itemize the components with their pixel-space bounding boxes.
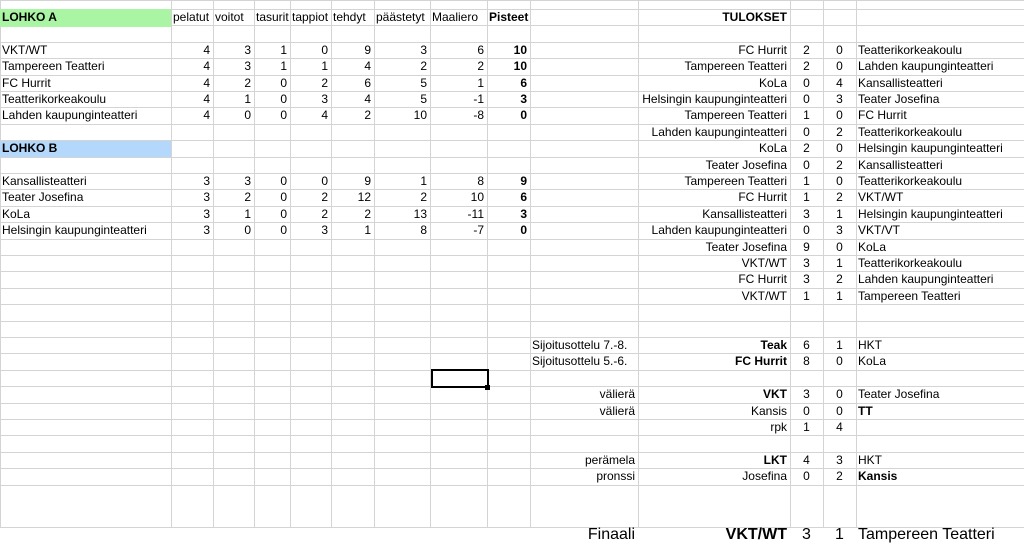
row-gridline [0, 0, 1024, 1]
stat-value: 4 [203, 108, 210, 122]
playoff-away: TT [858, 404, 873, 418]
result-away-goals: 1 [836, 256, 843, 270]
stat-value: -7 [473, 223, 484, 237]
result-home-goals: 0 [803, 158, 810, 172]
playoff-away-goals: 1 [836, 338, 843, 352]
stat-value: 1 [280, 59, 287, 73]
stat-value: 1 [244, 92, 251, 106]
column-header: pelatut [173, 10, 210, 24]
playoff-away: HKT [858, 338, 882, 352]
row-gridline [0, 321, 1024, 322]
playoff-away-goals: 3 [836, 453, 843, 467]
stat-value: 0 [280, 174, 287, 188]
stat-value: 4 [321, 108, 328, 122]
result-away-goals: 4 [836, 76, 843, 90]
stat-value: -8 [473, 108, 484, 122]
playoff-home: Josefina [742, 469, 787, 483]
lohko-a-label: LOHKO A [2, 10, 57, 24]
stat-value: 0 [520, 108, 527, 122]
playoff-home: FC Hurrit [735, 354, 787, 368]
result-home-team: Tampereen Teatteri [684, 108, 787, 122]
stat-value: 1 [477, 76, 484, 90]
stat-value: 4 [203, 76, 210, 90]
playoff-away-goals: 0 [836, 387, 843, 401]
stat-value: 10 [513, 59, 527, 73]
stat-value: 3 [244, 43, 251, 57]
stat-value: 2 [321, 76, 328, 90]
playoff-label: välierä [599, 404, 635, 418]
playoff-label: perämela [584, 453, 635, 467]
stat-value: 12 [357, 190, 371, 204]
stat-value: 3 [203, 174, 210, 188]
result-away-team: Kansallisteatteri [858, 158, 943, 172]
stat-value: 6 [520, 76, 527, 90]
stat-value: 8 [477, 174, 484, 188]
stat-value: 3 [420, 43, 427, 57]
stat-value: 8 [420, 223, 427, 237]
stat-value: 0 [280, 207, 287, 221]
result-away-goals: 2 [836, 158, 843, 172]
result-home-goals: 0 [803, 223, 810, 237]
playoff-home-goals: 3 [803, 387, 810, 401]
result-home-team: Tampereen Teatteri [684, 174, 787, 188]
result-away-team: Lahden kaupunginteatteri [858, 272, 994, 286]
stat-value: 3 [321, 223, 328, 237]
result-home-team: VKT/WT [741, 256, 787, 270]
stat-value: 9 [520, 174, 527, 188]
playoff-away-goals: 4 [836, 420, 843, 434]
stat-value: 0 [244, 108, 251, 122]
playoff-label: pronssi [596, 469, 635, 483]
column-header: tasurit [256, 10, 289, 24]
stat-value: 3 [203, 190, 210, 204]
stat-value: 1 [280, 43, 287, 57]
column-header: päästetyt [376, 10, 425, 24]
result-away-goals: 0 [836, 141, 843, 155]
result-home-goals: 9 [803, 240, 810, 254]
result-home-team: VKT/WT [741, 289, 787, 303]
stat-value: 2 [244, 190, 251, 204]
result-home-goals: 1 [803, 174, 810, 188]
stat-value: 2 [244, 76, 251, 90]
playoff-label: välierä [599, 387, 635, 401]
result-home-team: FC Hurrit [738, 272, 787, 286]
result-away-goals: 0 [836, 43, 843, 57]
playoff-away: Teater Josefina [858, 387, 940, 401]
playoff-away-goals: 2 [836, 469, 843, 483]
result-home-team: Lahden kaupunginteatteri [651, 223, 787, 237]
stat-value: 0 [280, 108, 287, 122]
result-home-team: Teater Josefina [705, 240, 787, 254]
result-away-goals: 3 [836, 92, 843, 106]
stat-value: 4 [203, 59, 210, 73]
team-name: Teatterikorkeakoulu [2, 92, 107, 106]
lohko-b-label: LOHKO B [2, 141, 58, 155]
stat-value: 0 [321, 43, 328, 57]
stat-value: 3 [520, 207, 527, 221]
playoff-label: Sijoitusottelu 7.-8. [532, 338, 628, 352]
stat-value: 0 [280, 190, 287, 204]
result-away-team: Lahden kaupunginteatteri [858, 59, 994, 73]
playoff-home-goals: 0 [803, 404, 810, 418]
result-home-goals: 1 [803, 108, 810, 122]
stat-value: 0 [321, 174, 328, 188]
row-gridline [0, 370, 1024, 371]
playoff-away-goals: 0 [836, 354, 843, 368]
stat-value: 2 [321, 190, 328, 204]
result-away-goals: 1 [836, 207, 843, 221]
team-name: Helsingin kaupunginteatteri [2, 223, 147, 237]
result-home-team: FC Hurrit [738, 43, 787, 57]
result-home-goals: 1 [803, 289, 810, 303]
stat-value: 2 [420, 59, 427, 73]
stat-value: 3 [244, 174, 251, 188]
result-away-team: FC Hurrit [858, 108, 907, 122]
playoff-away: Kansis [858, 469, 898, 483]
stat-value: 2 [321, 207, 328, 221]
result-away-goals: 2 [836, 272, 843, 286]
stat-value: 4 [364, 59, 371, 73]
stat-value: 10 [413, 108, 427, 122]
stat-value: 3 [520, 92, 527, 106]
playoff-home-goals: 4 [803, 453, 810, 467]
result-home-team: Kansallisteatteri [702, 207, 787, 221]
stat-value: 6 [520, 190, 527, 204]
row-gridline [0, 435, 1024, 436]
fill-handle[interactable] [485, 385, 490, 390]
team-name: FC Hurrit [2, 76, 51, 90]
playoff-home: VKT [763, 387, 787, 401]
playoff-home-goals: 6 [803, 338, 810, 352]
stat-value: 6 [477, 43, 484, 57]
playoff-home: Teak [760, 338, 787, 352]
stat-value: 5 [420, 92, 427, 106]
result-home-goals: 2 [803, 43, 810, 57]
result-home-goals: 3 [803, 207, 810, 221]
stat-value: -11 [467, 207, 484, 221]
team-name: Tampereen Teatteri [2, 59, 105, 73]
result-home-goals: 2 [803, 59, 810, 73]
row-gridline [0, 485, 1024, 486]
result-away-team: Teatterikorkeakoulu [858, 174, 963, 188]
result-home-team: KoLa [758, 76, 787, 90]
result-away-goals: 1 [836, 289, 843, 303]
result-home-goals: 0 [803, 92, 810, 106]
playoff-home-goals: 8 [803, 354, 810, 368]
stat-value: 9 [364, 174, 371, 188]
playoff-home: LKT [763, 453, 787, 467]
stat-value: 1 [321, 59, 328, 73]
result-home-goals: 0 [803, 125, 810, 139]
stat-value: 3 [321, 92, 328, 106]
team-name: Teater Josefina [2, 190, 84, 204]
stat-value: 2 [364, 108, 371, 122]
column-header: Pisteet [489, 10, 529, 24]
stat-value: 10 [513, 43, 527, 57]
result-home-goals: 3 [803, 256, 810, 270]
result-away-team: Teater Josefina [858, 92, 940, 106]
result-away-team: Helsingin kaupunginteatteri [858, 207, 1003, 221]
results-title: TULOKSET [722, 10, 787, 24]
result-away-goals: 2 [836, 125, 843, 139]
selected-cell[interactable] [431, 369, 489, 388]
result-away-goals: 2 [836, 190, 843, 204]
column-header: tehdyt [333, 10, 366, 24]
playoff-away-goals: 0 [836, 404, 843, 418]
playoff-home: Kansis [750, 404, 787, 418]
result-away-team: VKT/WT [858, 190, 904, 204]
playoff-label: Sijoitusottelu 5.-6. [532, 354, 628, 368]
playoff-home-goals: 0 [803, 469, 810, 483]
result-away-goals: 0 [836, 59, 843, 73]
stat-value: 2 [477, 59, 484, 73]
stat-value: 6 [364, 76, 371, 90]
playoff-away: KoLa [858, 354, 887, 368]
result-home-goals: 3 [803, 272, 810, 286]
result-away-goals: 0 [836, 108, 843, 122]
stat-value: 13 [413, 207, 427, 221]
stat-value: 0 [520, 223, 527, 237]
stat-value: 5 [420, 76, 427, 90]
stat-value: 0 [280, 223, 287, 237]
result-away-team: Teatterikorkeakoulu [858, 43, 963, 57]
stat-value: 4 [364, 92, 371, 106]
stat-value: 4 [203, 92, 210, 106]
playoff-label: Finaali [587, 526, 635, 543]
stat-value: 0 [280, 92, 287, 106]
result-home-team: FC Hurrit [738, 190, 787, 204]
column-header: voitot [215, 10, 244, 24]
stat-value: 10 [470, 190, 484, 204]
result-home-team: Teater Josefina [705, 158, 787, 172]
stat-value: 1 [244, 207, 251, 221]
result-away-goals: 3 [836, 223, 843, 237]
stat-value: 9 [364, 43, 371, 57]
result-home-team: Tampereen Teatteri [684, 59, 787, 73]
row-gridline [0, 419, 1024, 420]
result-away-goals: 0 [836, 174, 843, 188]
stat-value: 3 [203, 207, 210, 221]
result-away-team: Teatterikorkeakoulu [858, 125, 963, 139]
team-name: Kansallisteatteri [2, 174, 87, 188]
stat-value: 2 [420, 190, 427, 204]
playoff-away-goals: 1 [835, 526, 844, 543]
row-gridline [0, 304, 1024, 305]
team-name: KoLa [2, 207, 31, 221]
stat-value: 3 [244, 59, 251, 73]
column-header: Maaliero [432, 10, 479, 24]
playoff-away: HKT [858, 453, 882, 467]
result-away-team: Helsingin kaupunginteatteri [858, 141, 1003, 155]
stat-value: 2 [364, 207, 371, 221]
result-home-goals: 0 [803, 76, 810, 90]
result-home-team: Helsingin kaupunginteatteri [642, 92, 787, 106]
result-away-team: VKT/VT [858, 223, 901, 237]
column-header: tappiot [292, 10, 329, 24]
team-name: Lahden kaupunginteatteri [2, 108, 138, 122]
team-name: VKT/WT [2, 43, 48, 57]
stat-value: 0 [280, 76, 287, 90]
playoff-home: VKT/WT [725, 526, 787, 543]
result-away-team: Kansallisteatteri [858, 76, 943, 90]
stat-value: 1 [420, 174, 427, 188]
result-away-team: KoLa [858, 240, 887, 254]
playoff-home-goals: 1 [803, 420, 810, 434]
playoff-away: Tampereen Teatteri [858, 526, 995, 543]
stat-value: 1 [364, 223, 371, 237]
stat-value: -1 [473, 92, 484, 106]
result-away-team: Teatterikorkeakoulu [858, 256, 963, 270]
playoff-home-goals: 3 [802, 526, 811, 543]
stat-value: 4 [203, 43, 210, 57]
result-home-goals: 1 [803, 190, 810, 204]
stat-value: 0 [244, 223, 251, 237]
result-home-team: Lahden kaupunginteatteri [651, 125, 787, 139]
result-home-goals: 2 [803, 141, 810, 155]
playoff-home: rpk [770, 420, 787, 434]
result-away-goals: 0 [836, 240, 843, 254]
result-home-team: KoLa [758, 141, 787, 155]
result-away-team: Tampereen Teatteri [858, 289, 961, 303]
stat-value: 3 [203, 223, 210, 237]
